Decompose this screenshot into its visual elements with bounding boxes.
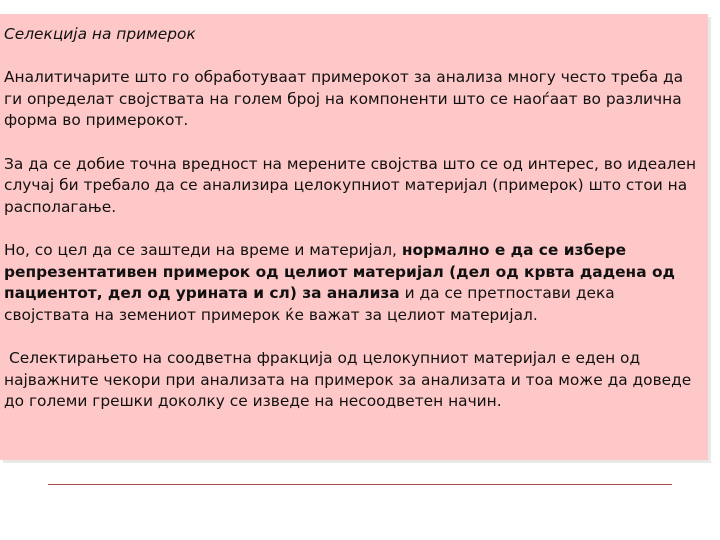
- paragraph-exact-value: За да се добие точна вредност на мерените својства што се од интерес, во идеален случај би требало да се анализира целокупниот материјал (примерок) што стои на располагање.: [4, 154, 697, 216]
- slide-title: Селекција на примерок: [4, 25, 196, 43]
- paragraph-selection: Селектирањето на соодветна фракција од целокупниот материјал е еден од најважните чекори при анализата на примерок за анализата и тоа може да доведе до големи грешки доколку се изведе на несоодветен начин.: [4, 348, 692, 411]
- paragraph-analysts: Аналитичарите што го обработуваат примерокот за анализа многу често треба да ги определат својствата на голем број на компоненти што се наоѓаат во различна форма во примерокот.: [4, 68, 684, 130]
- paragraph-outro-text: и да се претпостави дека својствата на земениот примерок ќе важат за целиот материјал.: [4, 284, 615, 324]
- paragraph-representative-sample: [4, 240, 704, 326]
- paragraph-emphasis-text: нормално е да се избере репрезентативен примерок од целиот материјал (дел од крвта дадена од пациентот, дел од урината и сл) за анализа: [4, 240, 675, 303]
- bottom-divider: [48, 484, 672, 485]
- slide-content: [4, 24, 704, 413]
- paragraph-intro-text: Но, со цел да се заштеди на време и материјал,: [4, 240, 402, 259]
